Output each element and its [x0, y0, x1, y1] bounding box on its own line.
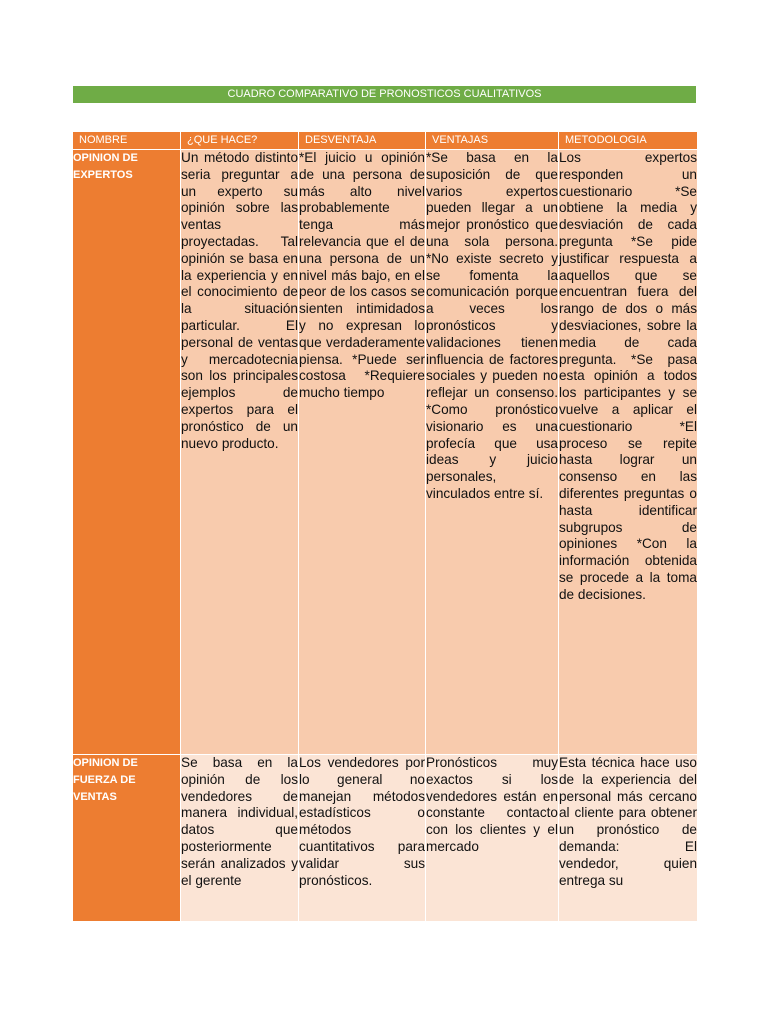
table-header-row [73, 132, 698, 150]
cell-que-hace [181, 755, 299, 922]
header-que-hace: ¿QUE HACE? [181, 132, 299, 150]
cell-text: Esta técnica hace uso de la experiencia del personal más cercano al cliente para obtener un pronóstico de demanda: El vendedor, quien entrega su [559, 755, 697, 888]
document-title: CUADRO COMPARATIVO DE PRONOSTICOS CUALITATIVOS [73, 86, 696, 103]
table-row [73, 755, 698, 922]
cell-text: Pronósticos muy exactos si los vendedores están en constante contacto con los clientes y el mercado [426, 755, 558, 854]
cell-metodologia: Los expertos responden un cuestionario *Se obtiene la media y desviación de cada pregunta *Se pide justificar respuesta a aquellos que se encuentran fuera del rango de dos o más desviaciones, sobre la media de cada pregunta. *Se pasa esta opinión a todos los participantes y se vuelve a aplicar el cuestionario *El proceso se repite hasta lograr un consenso en las diferentes preguntas o hasta identificar subgrupos de opiniones *Con la información obtenida se procede a la toma de decisiones. [559, 150, 698, 755]
header-nombre: NOMBRE [73, 132, 181, 150]
header-ventajas: VENTAJAS [426, 132, 559, 150]
cell-desventaja: *El juicio u opinión de una persona de más alto nivel probablemente tenga más relevancia que el de una persona de un nivel más bajo, en el peor de los casos se sienten intimidados y no expresan lo que verdaderamente piensa. *Puede ser costosa *Requiere mucho tiempo [299, 150, 426, 755]
cell-ventajas: *Se basa en la suposición de que varios expertos pueden llegar a un mejor pronóstico que una sola persona. *No existe secreto y se fomenta la comunicación porque a veces los pronósticos y validaciones tienen influencia de factores sociales y pueden no reflejar un consenso. *Como pronóstico visionario es una profecía que usa ideas y juicio personales, vinculados entre sí. [426, 150, 559, 755]
comparison-table [72, 131, 698, 922]
header-desventaja: DESVENTAJA [299, 132, 426, 150]
row-name: OPINION DE EXPERTOS [73, 150, 181, 755]
row-name: OPINION DE FUERZA DE VENTAS [73, 755, 181, 922]
cell-que-hace: Un método distinto seria preguntar a un experto su opinión sobre las ventas proyectadas. Tal opinión se basa en la experiencia y en el conocimiento de la situación particular. El personal de ventas y mercadotecnia son los principales ejemplos de expertos para el pronóstico de un nuevo producto. [181, 150, 299, 755]
cell-ventajas [426, 755, 559, 922]
header-metodologia: METODOLOGIA [559, 132, 698, 150]
cell-text: Se basa en la opinión de los vendedores de manera individual, datos que posteriormente serán analizados y el gerente [181, 755, 298, 888]
table-row [73, 150, 698, 755]
cell-metodologia [559, 755, 698, 922]
cell-desventaja [299, 755, 426, 922]
cell-text: Los vendedores por lo general no manejan métodos estadísticos o métodos cuantitativos para validar sus pronósticos. [299, 755, 425, 888]
